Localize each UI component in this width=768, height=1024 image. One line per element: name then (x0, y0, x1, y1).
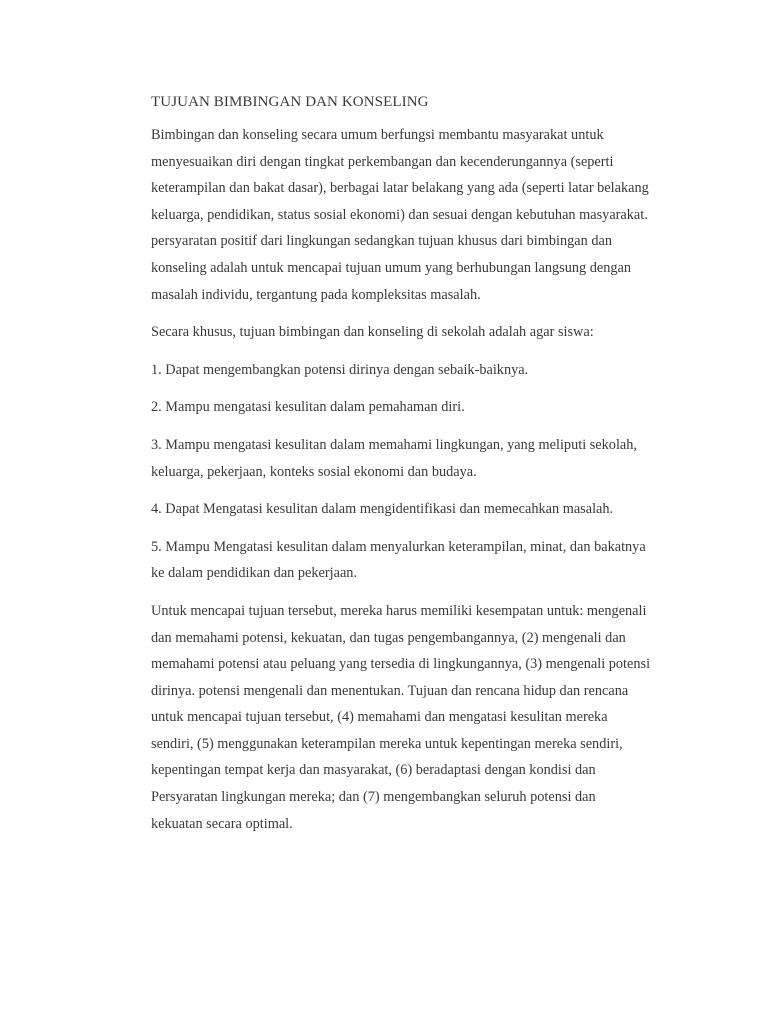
closing-line: sendiri, (5) menggunakan keterampilan mereka untuk kepentingan mereka sendiri, (151, 735, 623, 752)
closing-paragraph (151, 598, 691, 837)
list-item-line: 5. Mampu Mengatasi kesulitan dalam menyalurkan keterampilan, minat, dan bakatnya (151, 538, 646, 555)
closing-line: Untuk mencapai tujuan tersebut, mereka harus memiliki kesempatan untuk: mengenali (151, 602, 647, 619)
document-title: TUJUAN BIMBINGAN DAN KONSELING (151, 94, 429, 110)
list-item-line: 4. Dapat Mengatasi kesulitan dalam mengidentifikasi dan memecahkan masalah. (151, 501, 614, 518)
intro-paragraph (151, 122, 691, 308)
list-item-line: 3. Mampu mengatasi kesulitan dalam memahami lingkungan, yang meliputi sekolah, (151, 436, 637, 453)
intro-line: keterampilan dan bakat dasar), berbagai latar belakang yang ada (seperti latar belakang (151, 180, 649, 197)
intro-line: konseling adalah untuk mencapai tujuan umum yang berhubungan langsung dengan (151, 259, 632, 276)
closing-line: Persyaratan lingkungan mereka; dan (7) mengembangkan seluruh potensi dan (151, 789, 596, 806)
list-item-line: ke dalam pendidikan dan pekerjaan. (151, 565, 358, 582)
list-item-line: keluarga, pekerjaan, konteks sosial ekonomi dan budaya. (151, 463, 477, 480)
list-item-line: 2. Mampu mengatasi kesulitan dalam pemahaman diri. (151, 399, 465, 416)
intro-line: menyesuaikan diri dengan tingkat perkembangan dan kecenderungannya (seperti (151, 153, 614, 170)
closing-line: untuk mencapai tujuan tersebut, (4) memahami dan mengatasi kesulitan mereka (151, 709, 608, 726)
list-item-line: 1. Dapat mengembangkan potensi dirinya dengan sebaik-baiknya. (151, 361, 529, 378)
intro-line: Bimbingan dan konseling secara umum berfungsi membantu masyarakat untuk (151, 127, 604, 143)
list-item-2 (151, 394, 691, 421)
list-item-4 (151, 496, 691, 523)
closing-line: memahami potensi atau peluang yang tersedia di lingkungannya, (3) mengenali potensi (151, 656, 651, 673)
intro-line: masalah individu, tergantung pada kompleksitas masalah. (151, 286, 481, 303)
closing-line: kekuatan secara optimal. (151, 815, 293, 832)
list-item-3 (151, 432, 691, 485)
closing-line: kepentingan tempat kerja dan masyarakat, (6) beradaptasi dengan kondisi dan (151, 762, 596, 779)
intro-line: keluarga, pendidikan, status sosial ekonomi) dan sesuai dengan kebutuhan masyarakat. (151, 206, 648, 223)
list-item-1 (151, 357, 691, 384)
document-page (151, 92, 691, 837)
intro-line: persyaratan positif dari lingkungan sedangkan tujuan khusus dari bimbingan dan (151, 233, 612, 250)
closing-line: dan memahami potensi, kekuatan, dan tugas pengembangannya, (2) mengenali dan (151, 629, 626, 646)
lead-in-paragraph: Secara khusus, tujuan bimbingan dan konseling di sekolah adalah agar siswa: (151, 324, 594, 341)
closing-line: dirinya. potensi mengenali dan menentukan. Tujuan dan rencana hidup dan rencana (151, 682, 629, 699)
list-item-5 (151, 534, 691, 587)
